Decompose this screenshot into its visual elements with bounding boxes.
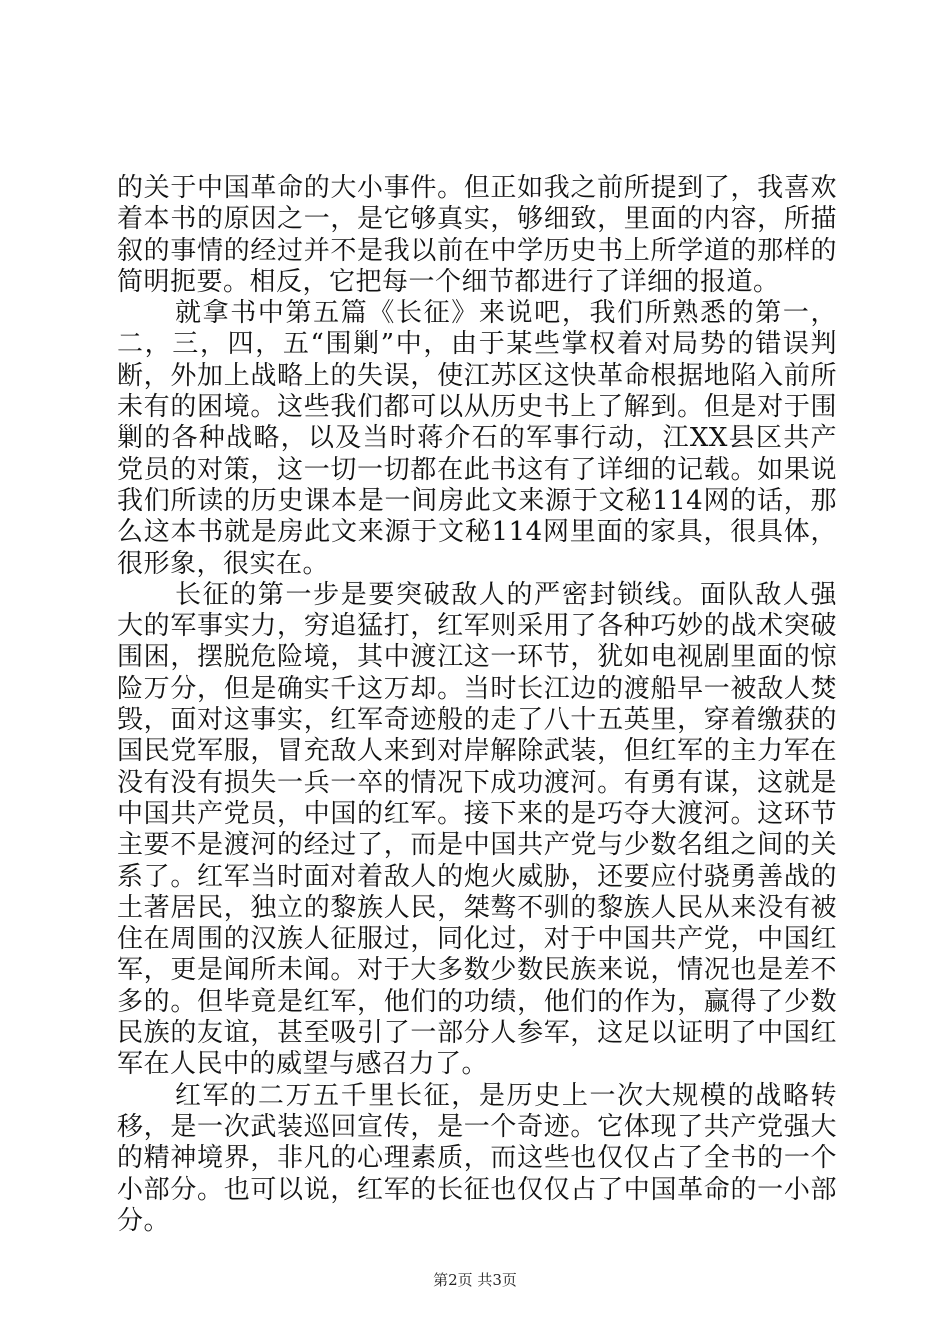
document-body — [117, 173, 837, 1237]
paragraph: 长征的第一步是要突破敌人的严密封锁线。面队敌人强大的军事实力，穷追猛打，红军则采用了各种巧妙的战术突破围困，摆脱危险境，其中渡江这一环节，犹如电视剧里面的惊险万分，但是确实千这万却。当时长江边的渡船早一被敌人焚毁，面对这事实，红军奇迹般的走了八十五英里，穿着缴获的国民党军服，冒充敌人来到对岸解除武装，但红军的主力军在没有没有损失一兵一卒的情况下成功渡河。有勇有谋，这就是中国共产党员，中国的红军。接下来的是巧夺大渡河。这环节主要不是渡河的经过了，而是中国共产党与少数名组之间的关系了。红军当时面对着敌人的炮火威胁，还要应付骁勇善战的土著居民，独立的黎族人民，桀骜不驯的黎族人民从来没有被住在周围的汉族人征服过，同化过，对于中国共产党，中国红军，更是闻所未闻。对于大多数少数民族来说，情况也是差不多的。但毕竟是红军，他们的功绩，他们的作为，赢得了少数民族的友谊，甚至吸引了一部分人参军，这足以证明了中国红军在人民中的威望与感召力了。 — [117, 579, 837, 1080]
paragraph: 就拿书中第五篇《长征》来说吧，我们所熟悉的第一，二，三，四，五“围剿”中，由于某些掌权着对局势的错误判断，外加上战略上的失误，使江苏区这快革命根据地陷入前所未有的困境。这些我们都可以从历史书上了解到。但是对于围剿的各种战略，以及当时蒋介石的军事行动，江XX县区共产党员的对策，这一切一切都在此书这有了详细的记载。如果说我们所读的历史课本是一间房此文来源于文秘114网的话，那么这本书就是房此文来源于文秘114网里面的家具，很具体，很形象，很实在。 — [117, 298, 837, 579]
paragraph: 的关于中国革命的大小事件。但正如我之前所提到了，我喜欢着本书的原因之一，是它够真实，够细致，里面的内容，所描叙的事情的经过并不是我以前在中学历史书上所学道的那样的简明扼要。相反，它把每一个细节都进行了详细的报道。 — [117, 173, 837, 297]
page-footer: 第2页 共3页 — [433, 1271, 517, 1289]
paragraph: 红军的二万五千里长征，是历史上一次大规模的战略转移，是一次武装巡回宣传，是一个奇迹。它体现了共产党强大的精神境界，非凡的心理素质，而这些也仅仅占了全书的一个小部分。也可以说，红军的长征也仅仅占了中国革命的一小部分。 — [117, 1080, 837, 1236]
